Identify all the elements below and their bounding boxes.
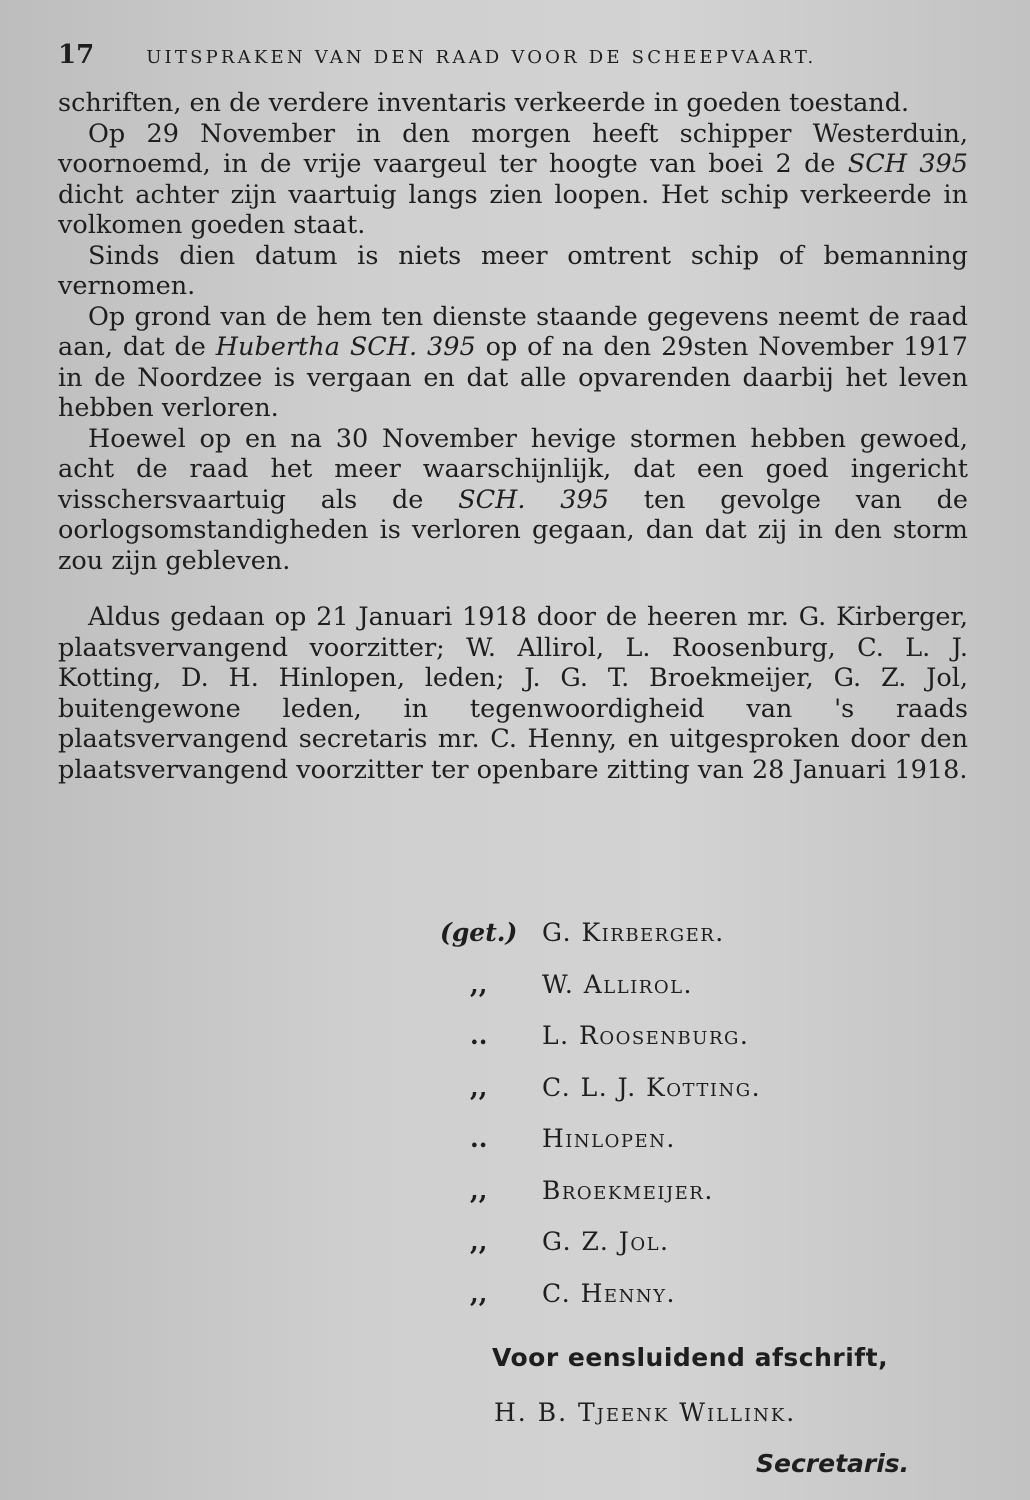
ditto-mark: ..: [470, 1124, 488, 1153]
document-page: [58, 40, 968, 785]
paragraph-2-text-before: Op 29 November in den morgen heeft schipper Westerduin, voornoemd, in de vrije vaargeul ter hoogte van boei 2 de: [58, 118, 968, 179]
paragraph-5: [58, 424, 968, 577]
signatory-name: Hinlopen.: [542, 1124, 676, 1153]
page-header: [58, 40, 968, 70]
ditto-mark: ..: [470, 1021, 488, 1050]
ditto-mark: ,,: [470, 1278, 488, 1308]
paragraph-5-text-after: ten gevolge van de oorlogsomstandigheden is verloren gegaan, dan dat zij in den storm zou zijn gebleven.: [58, 484, 968, 576]
signature-list: [440, 918, 1000, 1330]
ditto-mark: ,,: [470, 1072, 488, 1102]
paragraph-4-text-before: Op grond van de hem ten dienste staande gegevens neemt de raad aan, dat de: [58, 301, 968, 362]
body-text: [58, 88, 968, 576]
paragraph-3: Sinds dien datum is niets meer omtrent schip of bemanning vernomen.: [58, 240, 968, 301]
paragraph-5-text-before: Hoewel op en na 30 November hevige stormen hebben gewoed, acht de raad het meer waarschijnlijk, dat een goed ingericht visschersvaartuig als de: [58, 423, 968, 515]
ship-reference: SCH. 395: [458, 484, 609, 515]
ditto-mark: ,,: [470, 1227, 488, 1256]
signatory-name: W. Allirol.: [542, 969, 693, 999]
signature-line: [440, 1176, 1000, 1228]
secretary-name: H. B. Tjeenk Willink.: [494, 1398, 797, 1427]
paragraph-4: [58, 302, 968, 424]
signature-line: [440, 970, 1000, 1022]
ship-reference: SCH 395: [847, 149, 968, 179]
paragraph-2: [58, 119, 968, 241]
signatory-name: Broekmeijer.: [542, 1175, 714, 1205]
paragraph-4-text-after: op of na den 29sten November 1917 in de Noordzee is vergaan en dat alle opvarenden daarbij het leven hebben verloren.: [58, 332, 968, 423]
signatory-name: G. Z. Jol.: [542, 1227, 670, 1256]
closing-paragraph: Aldus gedaan op 21 Januari 1918 door de heeren mr. G. Kirberger, plaatsvervangend voorzitter; W. Allirol, L. Roosenburg, C. L. J. Kotting, D. H. Hinlopen, leden; J. G. T. Broekmeijer, G. Z. Jol, buitengewone leden, in tegenwoordigheid van 's raads plaatsvervangend secretaris mr. C. Henny, en uitgesproken door den plaatsvervangend voorzitter ter openbare zitting van 28 Januari 1918.: [58, 602, 968, 785]
signatory-name: L. Roosenburg.: [542, 1021, 750, 1050]
signature-line: [440, 1124, 1000, 1176]
signature-line: [440, 1073, 1000, 1125]
closing-statement: [58, 602, 968, 785]
page-number: 17: [58, 40, 95, 70]
paragraph-1: schriften, en de verdere inventaris verkeerde in goeden toestand.: [58, 88, 910, 118]
copy-attestation: Voor eensluidend afschrift,: [492, 1343, 889, 1372]
signature-line: [440, 1227, 1000, 1279]
ditto-mark: ,,: [470, 1175, 488, 1205]
secretary-title: Secretaris.: [756, 1449, 910, 1478]
signature-line: [440, 1279, 1000, 1331]
signature-line: [440, 918, 1000, 970]
signatory-name: G. Kirberger.: [542, 918, 725, 947]
running-title: UITSPRAKEN VAN DEN RAAD VOOR DE SCHEEPVAART.: [146, 47, 817, 68]
paragraph-2-text-after: dicht achter zijn vaartuig langs zien loopen. Het schip verkeerde in volkomen goeden staat.: [58, 179, 968, 240]
signatory-name: C. L. J. Kotting.: [542, 1072, 762, 1102]
ship-reference: Hubertha SCH. 395: [215, 332, 476, 362]
signature-line: [440, 1021, 1000, 1073]
signatory-name: C. Henny.: [542, 1278, 676, 1308]
signature-prefix: (get.): [440, 918, 518, 947]
ditto-mark: ,,: [470, 969, 488, 999]
